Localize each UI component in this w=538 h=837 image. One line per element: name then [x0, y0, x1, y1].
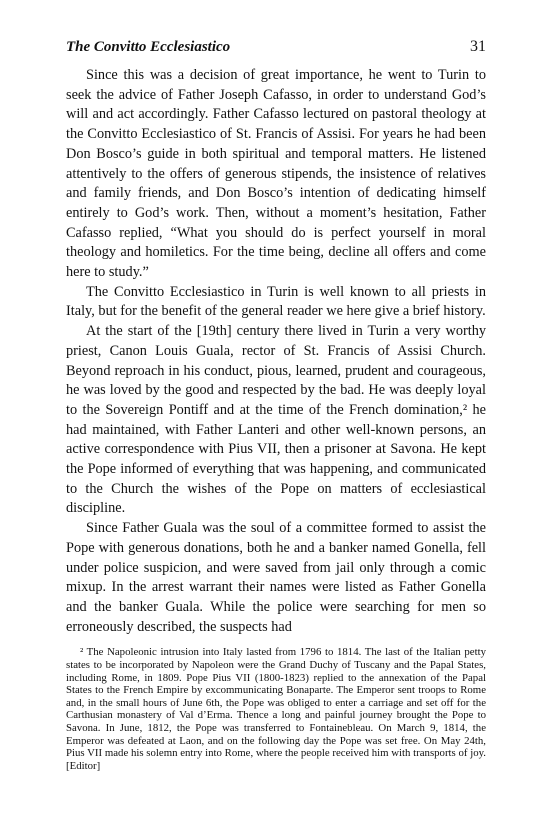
- paragraph-4: Since Father Guala was the soul of a committee formed to assist the Pope with generous donations, both he and a banker named Gonella, fell under police suspicion, and were saved from jail only through a comic mixup. In the arrest warrant their names were listed as Father Gonella and the banker Guala. While the police were searching for men so erroneously described, the suspects had: [66, 520, 486, 635]
- page-number: 31: [470, 38, 486, 55]
- body-text: [66, 66, 486, 637]
- chapter-title: The Convitto Ecclesiastico: [66, 39, 231, 55]
- paragraph-2: The Convitto Ecclesiastico in Turin is well known to all priests in Italy, but for the benefit of the general reader we here give a brief history.: [66, 283, 486, 320]
- paragraph-1: Since this was a decision of great importance, he went to Turin to seek the advice of Father Joseph Cafasso, in order to understand God’s will and act accordingly. Father Cafasso lectured on pastoral theology at the Convitto Ecclesiastico of St. Francis of Assisi. For years he had been Don Bosco’s guide in both spiritual and temporal matters. He listened attentively to the offers of generous stipends, the insistence of relatives and family friends, and Don Bosco’s intention of dedicating himself entirely to God’s work. Then, without a moment’s hesitation, Father Cafasso replied, “What you should do is perfect yourself in moral theology and homiletics. For the time being, decline all offers and come here to study.”: [66, 67, 486, 281]
- footnote: ² The Napoleonic intrusion into Italy lasted from 1796 to 1814. The last of the Italian petty states to be incorporated by Napoleon were the Grand Duchy of Tuscany and the Papal States, including Rome, in 1809. Pope Pius VII (1800-1823) replied to the annexation of the Papal States to the French Empire by excommunicating Bonaparte. The Emperor sent troops to Rome and, in the small hours of June 6th, the Pope was obliged to enter a carriage and set off for the Carthusian monastery of Val d’Erma. Thence a long and painful journey brought the Pope to Savona. In June, 1812, the Pope was transferred to Fontainebleau. On March 9, 1814, the Emperor was defeated at Laon, and on the following day the Pope was set free. On May 24th, Pius VII made his solemn entry into Rome, where the people received him with transports of joy. [Editor]: [66, 646, 486, 772]
- paragraph-3: At the start of the [19th] century there lived in Turin a very worthy priest, Canon Louis Guala, rector of St. Francis of Assisi Church. Beyond reproach in his conduct, pious, learned, prudent and courageous, he was loved by the good and respected by the bad. He was deeply loyal to the Sovereign Pontiff and at the time of the French domination,² he had maintained, with Father Lanteri and other well-known persons, an active correspondence with Pius VII, then a prisoner at Savona. He kept the Pope informed of everything that was happening, and communicated to the Church the wishes of the Pope on matters of ecclesiastical discipline.: [66, 323, 486, 517]
- running-header: [66, 38, 486, 56]
- book-page: [66, 38, 486, 772]
